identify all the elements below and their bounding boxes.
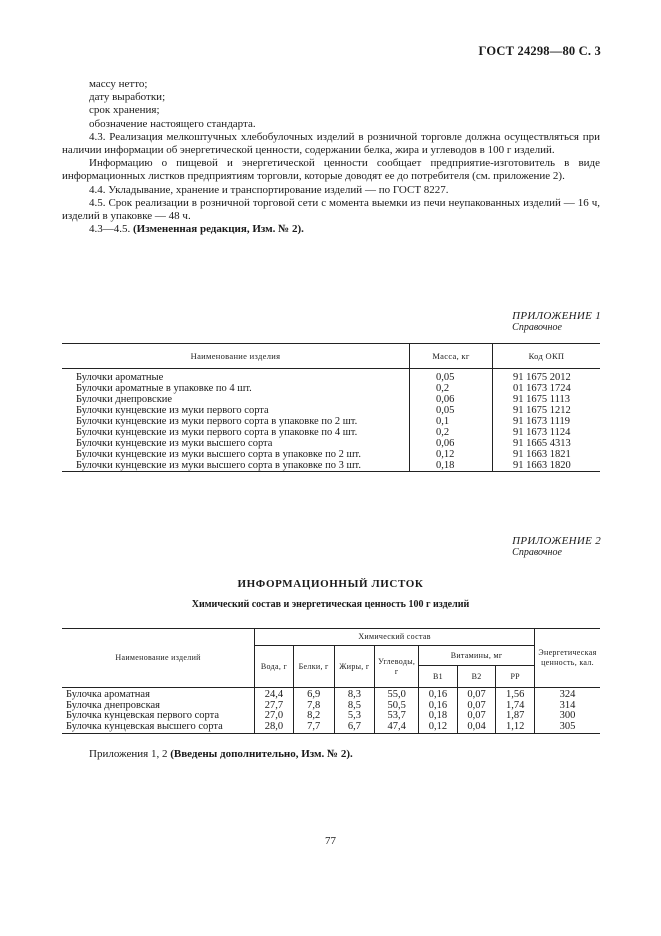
cell-name: Булочка кунцевская первого сорта bbox=[66, 710, 219, 721]
cell-fat: 8,5 bbox=[334, 701, 375, 712]
cell-mass: 0,18 bbox=[410, 460, 493, 472]
appendix-note bbox=[89, 748, 353, 760]
cell-mass: 0,05 bbox=[410, 369, 493, 384]
amendment-bold: (Измененная редакция, Изм. № 2). bbox=[133, 223, 304, 236]
table-row bbox=[62, 416, 600, 427]
cell-mass: 0,06 bbox=[410, 438, 493, 449]
cell-name: Булочка кунцевская высшего сорта bbox=[62, 722, 255, 734]
list-line: массу нетто; bbox=[89, 78, 148, 90]
table-row bbox=[62, 394, 600, 405]
table-row bbox=[62, 405, 600, 416]
col-header-mass: Масса, кг bbox=[410, 344, 493, 369]
cell-protein: 7,7 bbox=[293, 722, 334, 734]
note-bold: (Введены дополнительно, Изм. № 2). bbox=[170, 748, 353, 760]
cell-fat: 6,7 bbox=[334, 722, 375, 734]
paragraph-amendment bbox=[62, 223, 600, 236]
list-line: срок хранения; bbox=[89, 104, 160, 117]
table-row bbox=[62, 688, 600, 701]
paragraph-4-4: 4.4. Укладывание, хранение и транспортирование изделий — по ГОСТ 8227. bbox=[89, 183, 449, 196]
table-row bbox=[62, 438, 600, 449]
cell-mass: 0,1 bbox=[410, 416, 493, 427]
list-line: обозначение настоящего стандарта. bbox=[89, 117, 256, 130]
cell-water: 24,4 bbox=[255, 688, 294, 701]
cell-name: Булочка днепровская bbox=[66, 699, 161, 711]
body-text bbox=[62, 78, 600, 236]
cell-code: 91 1665 4313 bbox=[493, 438, 601, 449]
cell-b1: 0,12 bbox=[419, 722, 458, 734]
appendix-2-subtitle: Справочное bbox=[512, 547, 562, 558]
table-row bbox=[62, 711, 600, 722]
cell-water: 27,0 bbox=[255, 711, 294, 722]
cell-name: Булочки кунцевские из муки первого сорта в упаковке по 2 шт. bbox=[76, 416, 358, 427]
info-sheet-title: ИНФОРМАЦИОННЫЙ ЛИСТОК bbox=[237, 578, 424, 590]
col-header-vitamins: Витамины, мг bbox=[419, 646, 535, 666]
col-header-chem: Химический состав bbox=[255, 629, 535, 646]
col-header-name: Наименование изделия bbox=[62, 344, 410, 369]
cell-pp: 1,74 bbox=[496, 701, 535, 712]
cell-energy: 324 bbox=[535, 688, 601, 701]
col-header-name: Наименование изделий bbox=[62, 629, 255, 688]
cell-name: Булочки кунцевские из муки первого сорта в упаковке по 4 шт. bbox=[76, 427, 358, 438]
col-header-pp: PP bbox=[496, 666, 535, 688]
col-header-b1: B1 bbox=[419, 666, 458, 688]
appendix-1-title: ПРИЛОЖЕНИЕ 1 bbox=[512, 310, 601, 322]
cell-pp: 1,12 bbox=[496, 722, 535, 734]
cell-name: Булочки днепровские bbox=[76, 394, 173, 405]
paragraph-info: Информацию о пищевой и энергетической ценности сообщает предприятие-изготовитель в виде информационных листков предприятиям торговли, которые доводят ее до потребителя (см. приложение 2). bbox=[62, 157, 600, 183]
cell-carbs: 50,5 bbox=[375, 701, 419, 712]
page-header: ГОСТ 24298—80 С. 3 bbox=[478, 44, 601, 58]
cell-code: 91 1675 1113 bbox=[493, 394, 601, 405]
cell-b2: 0,07 bbox=[457, 701, 496, 712]
cell-mass: 0,06 bbox=[410, 394, 493, 405]
cell-code: 91 1673 1124 bbox=[493, 427, 601, 438]
cell-water: 27,7 bbox=[255, 701, 294, 712]
col-header-fat: Жиры, г bbox=[334, 646, 375, 688]
cell-mass: 0,2 bbox=[410, 383, 493, 394]
cell-name: Булочки кунцевские из муки высшего сорта в упаковке по 2 шт. bbox=[76, 449, 361, 460]
cell-protein: 6,9 bbox=[293, 688, 334, 701]
cell-name: Булочки ароматные в упаковке по 4 шт. bbox=[76, 383, 252, 394]
table-row bbox=[62, 722, 600, 734]
table-row bbox=[62, 427, 600, 438]
cell-b2: 0,07 bbox=[457, 711, 496, 722]
cell-carbs: 47,4 bbox=[375, 722, 419, 734]
cell-protein: 8,2 bbox=[293, 711, 334, 722]
info-sheet-subtitle: Химический состав и энергетическая ценность 100 г изделий bbox=[191, 599, 470, 610]
cell-fat: 5,3 bbox=[334, 711, 375, 722]
appendix-2-label bbox=[512, 535, 601, 559]
cell-mass: 0,12 bbox=[410, 449, 493, 460]
cell-name: Булочки кунцевские из муки высшего сорта в упаковке по 3 шт. bbox=[62, 460, 410, 472]
table-row bbox=[62, 449, 600, 460]
list-line: дату выработки; bbox=[89, 91, 166, 104]
cell-code: 91 1673 1119 bbox=[493, 416, 601, 427]
table-row bbox=[62, 383, 600, 394]
cell-fat: 8,3 bbox=[334, 688, 375, 701]
cell-pp: 1,56 bbox=[496, 688, 535, 701]
cell-water: 28,0 bbox=[255, 722, 294, 734]
table-row bbox=[62, 460, 600, 472]
nutrition-table bbox=[62, 628, 600, 734]
page-number: 77 bbox=[325, 835, 336, 847]
cell-code: 91 1663 1821 bbox=[493, 449, 601, 460]
product-codes-table bbox=[62, 343, 600, 472]
cell-name: Булочки кунцевские из муки первого сорта bbox=[76, 405, 269, 416]
cell-b1: 0,16 bbox=[419, 701, 458, 712]
cell-mass: 0,2 bbox=[410, 427, 493, 438]
cell-mass: 0,05 bbox=[410, 405, 493, 416]
col-header-protein: Белки, г bbox=[293, 646, 334, 688]
cell-protein: 7,8 bbox=[293, 701, 334, 712]
cell-b1: 0,18 bbox=[419, 711, 458, 722]
cell-b2: 0,04 bbox=[457, 722, 496, 734]
appendix-1-subtitle: Справочное bbox=[512, 322, 562, 333]
col-header-code: Код ОКП bbox=[493, 344, 601, 369]
cell-carbs: 53,7 bbox=[375, 711, 419, 722]
appendix-2-title: ПРИЛОЖЕНИЕ 2 bbox=[512, 535, 601, 547]
paragraph-4-5: 4.5. Срок реализации в розничной торговой сети с момента выемки из печи неупакованных изделий — 16 ч, изделий в упаковке — 48 ч. bbox=[62, 196, 600, 223]
cell-energy: 305 bbox=[535, 722, 601, 734]
paragraph-4-3: 4.3. Реализация мелкоштучных хлебобулочных изделий в розничной торговле должна осуществляться при наличии информации об энергетической ценности, содержании белка, жира и углеводов в 100 г изделий. bbox=[62, 130, 600, 157]
cell-code: 91 1675 1212 bbox=[493, 405, 601, 416]
amendment-prefix: 4.3—4.5. bbox=[89, 223, 131, 236]
cell-b1: 0,16 bbox=[419, 688, 458, 701]
cell-energy: 314 bbox=[535, 701, 601, 712]
table-row bbox=[62, 369, 600, 384]
cell-carbs: 55,0 bbox=[375, 688, 419, 701]
cell-name: Булочки ароматные bbox=[76, 372, 164, 383]
cell-energy: 300 bbox=[535, 711, 601, 722]
cell-code: 91 1675 2012 bbox=[493, 369, 601, 384]
cell-b2: 0,07 bbox=[457, 688, 496, 701]
cell-pp: 1,87 bbox=[496, 711, 535, 722]
cell-code: 91 1663 1820 bbox=[493, 460, 601, 472]
col-header-b2: B2 bbox=[457, 666, 496, 688]
col-header-water: Вода, г bbox=[255, 646, 294, 688]
col-header-carbs: Углеводы, г bbox=[375, 646, 419, 688]
cell-code: 01 1673 1724 bbox=[493, 383, 601, 394]
cell-name: Булочка ароматная bbox=[66, 689, 150, 700]
note-prefix: Приложения 1, 2 bbox=[89, 748, 168, 760]
appendix-1-label bbox=[512, 310, 601, 334]
col-header-energy: Энергетическая ценность, кал. bbox=[535, 629, 601, 688]
cell-name: Булочки кунцевские из муки высшего сорта bbox=[76, 438, 273, 449]
